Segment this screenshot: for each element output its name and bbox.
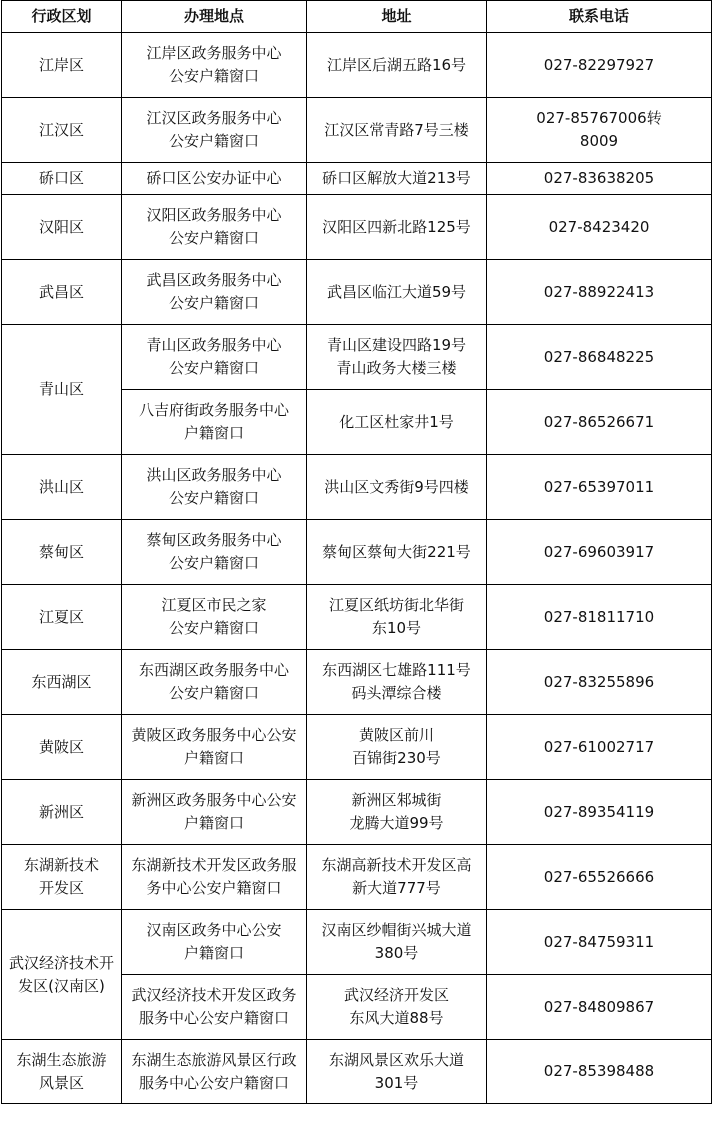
phone-cell: 027-84809867 [487, 975, 712, 1040]
table-row [2, 325, 712, 390]
district-cell: 黄陂区 [2, 715, 122, 780]
place-cell: 洪山区政务服务中心 公安户籍窗口 [122, 455, 307, 520]
phone-cell: 027-83255896 [487, 650, 712, 715]
place-cell: 八吉府街政务服务中心 户籍窗口 [122, 390, 307, 455]
table-row [2, 195, 712, 260]
table-row [2, 650, 712, 715]
table-row [2, 845, 712, 910]
district-cell: 武汉经济技术开 发区(汉南区) [2, 910, 122, 1040]
phone-cell: 027-81811710 [487, 585, 712, 650]
phone-cell: 027-82297927 [487, 33, 712, 98]
address-cell: 洪山区文秀街9号四楼 [307, 455, 487, 520]
phone-cell: 027-83638205 [487, 163, 712, 195]
place-cell: 青山区政务服务中心 公安户籍窗口 [122, 325, 307, 390]
table-row [2, 715, 712, 780]
header-district: 行政区划 [2, 1, 122, 33]
place-cell: 武汉经济技术开发区政务 服务中心公安户籍窗口 [122, 975, 307, 1040]
table-row [2, 163, 712, 195]
place-cell: 东湖生态旅游风景区行政 服务中心公安户籍窗口 [122, 1040, 307, 1104]
phone-cell: 027-89354119 [487, 780, 712, 845]
phone-cell: 027-85398488 [487, 1040, 712, 1104]
place-cell: 江岸区政务服务中心 公安户籍窗口 [122, 33, 307, 98]
district-cell: 蔡甸区 [2, 520, 122, 585]
household-registration-table [1, 0, 712, 1104]
phone-cell: 027-84759311 [487, 910, 712, 975]
address-cell: 江夏区纸坊街北华街 东10号 [307, 585, 487, 650]
phone-cell: 027-65397011 [487, 455, 712, 520]
district-cell: 汉阳区 [2, 195, 122, 260]
table-row [2, 520, 712, 585]
address-cell: 武汉经济开发区 东风大道88号 [307, 975, 487, 1040]
district-cell: 新洲区 [2, 780, 122, 845]
place-cell: 武昌区政务服务中心 公安户籍窗口 [122, 260, 307, 325]
address-cell: 汉南区纱帽街兴城大道 380号 [307, 910, 487, 975]
table-row [2, 260, 712, 325]
place-cell: 黄陂区政务服务中心公安 户籍窗口 [122, 715, 307, 780]
phone-cell: 027-69603917 [487, 520, 712, 585]
district-cell: 江夏区 [2, 585, 122, 650]
header-phone: 联系电话 [487, 1, 712, 33]
table-row [2, 455, 712, 520]
phone-cell: 027-86526671 [487, 390, 712, 455]
table-row [2, 780, 712, 845]
place-cell: 东湖新技术开发区政务服 务中心公安户籍窗口 [122, 845, 307, 910]
address-cell: 东湖高新技术开发区高 新大道777号 [307, 845, 487, 910]
place-cell: 新洲区政务服务中心公安 户籍窗口 [122, 780, 307, 845]
address-cell: 硚口区解放大道213号 [307, 163, 487, 195]
place-cell: 汉南区政务中心公安 户籍窗口 [122, 910, 307, 975]
place-cell: 汉阳区政务服务中心 公安户籍窗口 [122, 195, 307, 260]
district-cell: 洪山区 [2, 455, 122, 520]
district-cell: 青山区 [2, 325, 122, 455]
district-cell: 东湖新技术 开发区 [2, 845, 122, 910]
phone-cell: 027-85767006转 8009 [487, 98, 712, 163]
place-cell: 东西湖区政务服务中心 公安户籍窗口 [122, 650, 307, 715]
table-row [2, 910, 712, 975]
district-cell: 东湖生态旅游 风景区 [2, 1040, 122, 1104]
address-cell: 江岸区后湖五路16号 [307, 33, 487, 98]
district-cell: 东西湖区 [2, 650, 122, 715]
address-cell: 武昌区临江大道59号 [307, 260, 487, 325]
district-cell: 江汉区 [2, 98, 122, 163]
phone-cell: 027-61002717 [487, 715, 712, 780]
district-cell: 硚口区 [2, 163, 122, 195]
header-place: 办理地点 [122, 1, 307, 33]
place-cell: 硚口区公安办证中心 [122, 163, 307, 195]
place-cell: 江汉区政务服务中心 公安户籍窗口 [122, 98, 307, 163]
phone-cell: 027-88922413 [487, 260, 712, 325]
table-row [2, 98, 712, 163]
phone-cell: 027-8423420 [487, 195, 712, 260]
header-row [2, 1, 712, 33]
district-cell: 江岸区 [2, 33, 122, 98]
table-row [2, 585, 712, 650]
table-row [2, 33, 712, 98]
address-cell: 青山区建设四路19号 青山政务大楼三楼 [307, 325, 487, 390]
table-row [2, 1040, 712, 1104]
address-cell: 蔡甸区蔡甸大街221号 [307, 520, 487, 585]
district-cell: 武昌区 [2, 260, 122, 325]
address-cell: 东西湖区七雄路111号 码头潭综合楼 [307, 650, 487, 715]
phone-cell: 027-86848225 [487, 325, 712, 390]
place-cell: 江夏区市民之家 公安户籍窗口 [122, 585, 307, 650]
place-cell: 蔡甸区政务服务中心 公安户籍窗口 [122, 520, 307, 585]
address-cell: 江汉区常青路7号三楼 [307, 98, 487, 163]
header-address: 地址 [307, 1, 487, 33]
address-cell: 新洲区邾城街 龙腾大道99号 [307, 780, 487, 845]
address-cell: 汉阳区四新北路125号 [307, 195, 487, 260]
address-cell: 黄陂区前川 百锦街230号 [307, 715, 487, 780]
phone-cell: 027-65526666 [487, 845, 712, 910]
address-cell: 东湖风景区欢乐大道 301号 [307, 1040, 487, 1104]
address-cell: 化工区杜家井1号 [307, 390, 487, 455]
